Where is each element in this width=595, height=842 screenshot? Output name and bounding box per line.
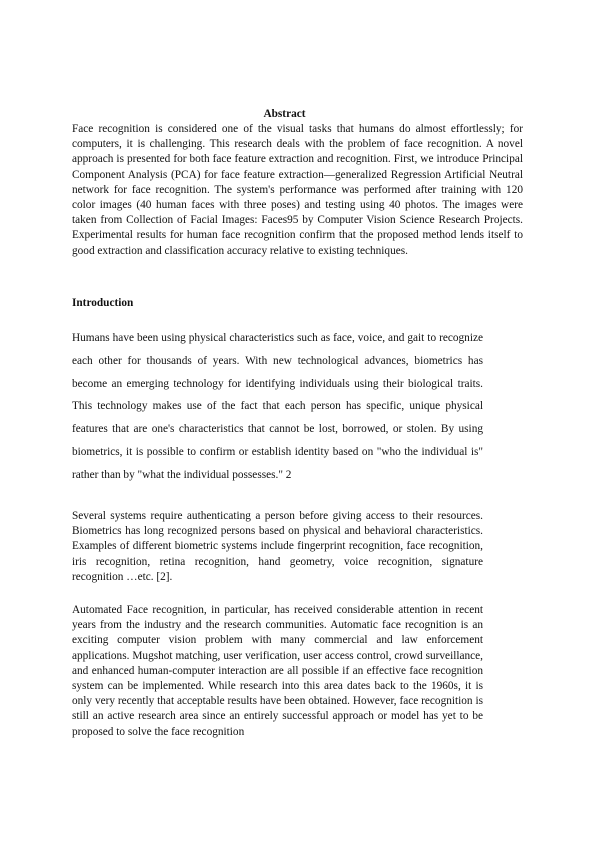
- introduction-paragraph: Several systems require authenticating a person before giving access to their resources. Biometrics has long recognized persons based on physical and behavioral characteristics. Examples of different biometric systems include fingerprint recognition, face recognition, iris recognition, retina recognition, hand geometry, voice recognition, signature recognition …etc. [2].: [72, 510, 483, 583]
- abstract-heading: Abstract: [263, 108, 306, 120]
- abstract-body: Face recognition is considered one of the visual tasks that humans do almost effortlessly; for computers, it is challenging. This research deals with the problem of face recognition. A novel approach is presented for both face feature extraction and recognition. First, we introduce Principal Component Analysis (PCA) for face feature extraction—generalized Regression Artificial Neutral network for face recognition. The system's performance was performed after training with 120 color images (40 human faces with three poses) and testing using 40 photos. The images were taken from Collection of Facial Images: Faces95 by Computer Vision Science Research Projects. Experimental results for human face recognition confirm that the proposed method lends itself to good extraction and classification accuracy relative to existing techniques.: [72, 123, 523, 257]
- introduction-paragraph: Automated Face recognition, in particular, has received considerable attention in recent years from the industry and the research communities. Automatic face recognition is an exciting computer vision problem with many commercial and law enforcement applications. Mugshot matching, user verification, user access control, crowd surveillance, and enhanced human-computer interaction are all possible if an effective face recognition system can be implemented. While research into this area dates back to the 1960s, it is only very recently that acceptable results have been obtained. However, face recognition is still an active research area since an entirely successful approach or model has yet to be proposed to solve the face recognition: [72, 604, 483, 738]
- introduction-heading: Introduction: [72, 297, 134, 309]
- introduction-paragraph: Humans have been using physical characteristics such as face, voice, and gait to recognize each other for thousands of years. With new technological advances, biometrics has become an emerging technology for identifying individuals using their biological traits. This technology makes use of the fact that each person has specific, unique physical features that are one's characteristics that cannot be lost, borrowed, or stolen. By using biometrics, it is possible to confirm or establish identity based on "who the individual is" rather than by "what the individual possesses." 2: [72, 332, 483, 481]
